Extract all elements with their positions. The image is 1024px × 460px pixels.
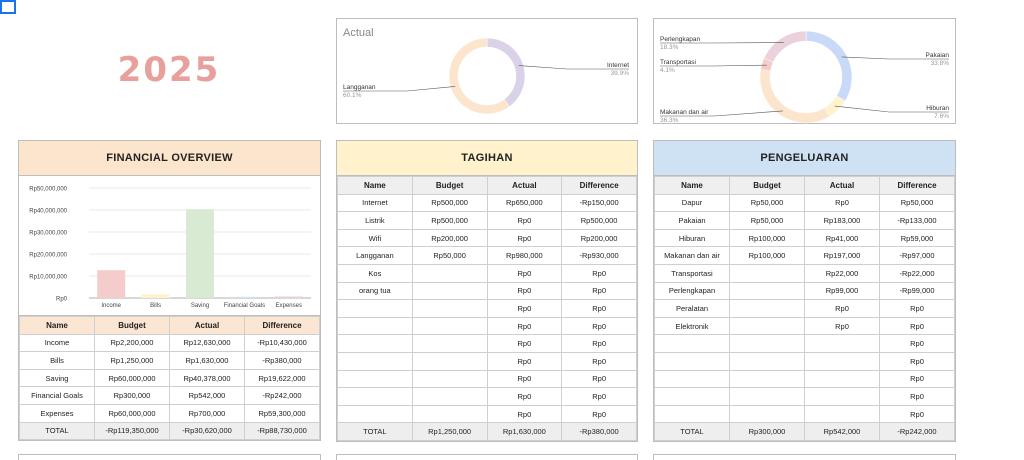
table-row <box>655 370 955 388</box>
table-cell[interactable]: Internet <box>338 194 413 212</box>
table-cell[interactable]: Financial Goals <box>20 387 95 405</box>
table-row <box>338 229 637 247</box>
financial-table <box>19 316 320 440</box>
table-cell[interactable]: Rp650,000 <box>487 194 562 212</box>
next-panel-edge <box>336 454 638 460</box>
table-cell[interactable] <box>730 335 805 353</box>
table-cell[interactable] <box>730 264 805 282</box>
table-cell[interactable]: Rp41,000 <box>805 229 880 247</box>
table-cell[interactable]: Rp0 <box>880 317 955 335</box>
pengeluaran-column-header[interactable]: Name <box>655 177 730 195</box>
table-cell[interactable] <box>655 352 730 370</box>
table-row <box>338 370 637 388</box>
table-row <box>20 334 320 352</box>
donut-slice-internet <box>487 38 525 107</box>
bar-saving <box>186 209 214 298</box>
table-row <box>338 247 637 265</box>
table-cell[interactable] <box>412 317 487 335</box>
table-cell[interactable]: Rp500,000 <box>562 212 637 230</box>
table-cell[interactable]: Rp0 <box>805 300 880 318</box>
total-cell[interactable]: Rp300,000 <box>730 423 805 441</box>
table-cell[interactable]: -Rp22,000 <box>880 264 955 282</box>
table-row <box>338 335 637 353</box>
table-cell[interactable]: -Rp930,000 <box>562 247 637 265</box>
table-cell[interactable]: -Rp10,430,000 <box>245 334 320 352</box>
table-row <box>338 264 637 282</box>
table-cell[interactable]: Rp0 <box>562 388 637 406</box>
pengeluaran-donut-chart[interactable] <box>653 18 956 124</box>
table-cell[interactable] <box>730 388 805 406</box>
table-row <box>338 352 637 370</box>
table-row <box>338 388 637 406</box>
table-cell[interactable] <box>338 405 413 423</box>
slice-label: Internet <box>606 62 629 69</box>
table-cell[interactable]: Rp700,000 <box>170 404 245 422</box>
table-cell[interactable]: Rp1,250,000 <box>95 352 170 370</box>
total-cell[interactable]: TOTAL <box>338 423 413 441</box>
donut-slice-perlengkapan <box>764 31 806 62</box>
table-row <box>655 317 955 335</box>
table-cell[interactable] <box>655 405 730 423</box>
bar-expenses <box>275 296 303 298</box>
table-row <box>655 352 955 370</box>
table-cell[interactable] <box>730 282 805 300</box>
active-cell[interactable] <box>0 0 16 14</box>
bar-financial-goals <box>230 297 258 298</box>
table-cell[interactable]: Rp100,000 <box>730 247 805 265</box>
tagihan-column-header[interactable]: Difference <box>562 177 637 195</box>
slice-percent: 60.1% <box>343 92 362 99</box>
table-cell[interactable]: -Rp97,000 <box>880 247 955 265</box>
table-cell[interactable]: Rp59,300,000 <box>245 404 320 422</box>
next-panel-edge <box>18 454 321 460</box>
tagihan-header: TAGIHAN <box>337 141 637 176</box>
table-cell[interactable]: Elektronik <box>655 317 730 335</box>
table-cell[interactable]: Rp0 <box>805 317 880 335</box>
table-cell[interactable]: Rp300,000 <box>95 387 170 405</box>
table-row <box>655 194 955 212</box>
table-cell[interactable]: -Rp99,000 <box>880 282 955 300</box>
table-cell[interactable]: Langganan <box>338 247 413 265</box>
y-tick-label: Rp50,000,000 <box>29 186 67 193</box>
table-row <box>338 405 637 423</box>
table-cell[interactable]: Rp542,000 <box>170 387 245 405</box>
total-cell[interactable]: TOTAL <box>20 422 95 440</box>
table-cell[interactable]: Listrik <box>338 212 413 230</box>
table-row <box>338 212 637 230</box>
bar-chart-svg <box>19 176 320 316</box>
y-tick-label: Rp30,000,000 <box>29 230 67 237</box>
bar-income <box>97 270 125 298</box>
pengeluaran-column-header[interactable]: Budget <box>730 177 805 195</box>
y-tick-label: Rp0 <box>55 296 67 303</box>
table-cell[interactable]: Rp500,000 <box>412 212 487 230</box>
table-cell[interactable]: Income <box>20 334 95 352</box>
table-cell[interactable]: Rp0 <box>562 405 637 423</box>
table-row <box>20 387 320 405</box>
table-cell[interactable]: Rp0 <box>880 388 955 406</box>
table-cell[interactable]: Rp0 <box>805 194 880 212</box>
table-cell[interactable]: Rp0 <box>562 264 637 282</box>
table-cell[interactable]: Rp0 <box>562 282 637 300</box>
table-cell[interactable]: -Rp242,000 <box>245 387 320 405</box>
pengeluaran-column-header[interactable]: Difference <box>880 177 955 195</box>
table-cell[interactable]: orang tua <box>338 282 413 300</box>
table-row <box>338 300 637 318</box>
table-cell[interactable]: Saving <box>20 369 95 387</box>
total-cell[interactable]: -Rp30,620,000 <box>170 422 245 440</box>
slice-percent: 39.9% <box>610 70 629 77</box>
financial-column-header[interactable]: Name <box>20 317 95 335</box>
tagihan-column-header[interactable]: Name <box>338 177 413 195</box>
table-cell[interactable]: Kos <box>338 264 413 282</box>
table-cell[interactable] <box>805 370 880 388</box>
table-cell[interactable]: Rp0 <box>880 370 955 388</box>
table-cell[interactable] <box>655 388 730 406</box>
table-cell[interactable]: Rp0 <box>487 264 562 282</box>
table-cell[interactable]: Rp0 <box>562 335 637 353</box>
x-tick-label: Bills <box>150 303 162 309</box>
pengeluaran-column-header[interactable]: Actual <box>805 177 880 195</box>
table-cell[interactable]: Rp100,000 <box>730 229 805 247</box>
financial-overview-panel <box>18 140 321 441</box>
table-row <box>655 300 955 318</box>
pengeluaran-header: PENGELUARAN <box>654 141 955 176</box>
table-cell[interactable] <box>730 405 805 423</box>
table-cell[interactable]: Rp0 <box>487 370 562 388</box>
table-row <box>655 229 955 247</box>
table-cell[interactable]: Peralatan <box>655 300 730 318</box>
donut-slice-pakaian <box>806 31 852 101</box>
tagihan-total-row <box>338 423 637 441</box>
table-cell[interactable]: Rp0 <box>880 335 955 353</box>
table-cell[interactable] <box>730 317 805 335</box>
x-tick-label: Saving <box>190 303 210 309</box>
table-cell[interactable] <box>805 335 880 353</box>
table-cell[interactable] <box>412 300 487 318</box>
table-cell[interactable]: Rp0 <box>880 405 955 423</box>
table-cell[interactable] <box>655 335 730 353</box>
total-cell[interactable]: Rp1,250,000 <box>412 423 487 441</box>
x-tick-label: Expenses <box>275 303 302 309</box>
slice-label: Pakaian <box>925 52 949 59</box>
tagihan-table <box>337 176 637 441</box>
table-cell[interactable]: Rp500,000 <box>412 194 487 212</box>
table-cell[interactable] <box>412 264 487 282</box>
x-tick-label: Financial Goals <box>223 303 266 309</box>
financial-column-header[interactable]: Budget <box>95 317 170 335</box>
table-row <box>655 247 955 265</box>
table-cell[interactable]: Rp0 <box>562 317 637 335</box>
table-cell[interactable] <box>338 388 413 406</box>
total-cell[interactable]: -Rp380,000 <box>562 423 637 441</box>
table-cell[interactable]: Dapur <box>655 194 730 212</box>
slice-percent: 33.8% <box>930 60 949 67</box>
slice-percent: 7.6% <box>934 113 949 120</box>
table-row <box>655 264 955 282</box>
financial-header-row <box>20 317 320 335</box>
slice-label: Makanan dan air <box>660 109 709 116</box>
table-row <box>20 404 320 422</box>
table-cell[interactable]: Rp0 <box>562 300 637 318</box>
slice-label: Transportasi <box>660 59 696 66</box>
financial-total-row <box>20 422 320 440</box>
table-cell[interactable]: -Rp133,000 <box>880 212 955 230</box>
donut-title: Actual <box>343 27 374 39</box>
pengeluaran-header-row <box>655 177 955 195</box>
table-cell[interactable]: Bills <box>20 352 95 370</box>
table-cell[interactable]: Rp0 <box>487 300 562 318</box>
table-cell[interactable]: Perlengkapan <box>655 282 730 300</box>
year-title: 2025 <box>117 50 221 90</box>
table-cell[interactable] <box>412 282 487 300</box>
table-cell[interactable]: Rp183,000 <box>805 212 880 230</box>
table-row <box>20 369 320 387</box>
slice-label: Hiburan <box>926 105 949 112</box>
financial-bar-chart[interactable] <box>19 176 320 316</box>
table-row <box>20 352 320 370</box>
table-cell[interactable]: Rp40,378,000 <box>170 369 245 387</box>
tagihan-column-header[interactable]: Actual <box>487 177 562 195</box>
slice-percent: 36.3% <box>660 117 679 124</box>
next-panel-edge <box>653 454 956 460</box>
table-cell[interactable] <box>730 300 805 318</box>
table-cell[interactable]: Rp22,000 <box>805 264 880 282</box>
table-cell[interactable]: Rp0 <box>487 352 562 370</box>
table-cell[interactable] <box>338 317 413 335</box>
table-cell[interactable] <box>730 352 805 370</box>
table-cell[interactable] <box>338 300 413 318</box>
total-cell[interactable]: -Rp88,730,000 <box>245 422 320 440</box>
donut-slice-makanan-dan-air <box>760 69 830 123</box>
slice-label: Perlengkapan <box>660 36 701 43</box>
table-row <box>655 388 955 406</box>
table-row <box>655 212 955 230</box>
table-cell[interactable]: Rp19,622,000 <box>245 369 320 387</box>
table-row <box>338 317 637 335</box>
table-cell[interactable]: Rp0 <box>487 335 562 353</box>
table-cell[interactable]: Rp99,000 <box>805 282 880 300</box>
pengeluaran-table <box>654 176 955 441</box>
tagihan-header-row <box>338 177 637 195</box>
tagihan-donut-svg <box>337 19 639 125</box>
table-cell[interactable] <box>412 388 487 406</box>
x-tick-label: Income <box>101 303 122 309</box>
table-cell[interactable]: Rp200,000 <box>562 229 637 247</box>
table-cell[interactable]: Rp0 <box>487 282 562 300</box>
slice-label: Langganan <box>343 84 376 91</box>
pengeluaran-donut-svg <box>654 19 957 125</box>
tagihan-column-header[interactable]: Budget <box>412 177 487 195</box>
table-cell[interactable]: Rp0 <box>487 212 562 230</box>
table-cell[interactable]: Rp12,630,000 <box>170 334 245 352</box>
table-cell[interactable]: Rp59,000 <box>880 229 955 247</box>
y-tick-label: Rp10,000,000 <box>29 274 67 281</box>
table-cell[interactable]: Rp0 <box>487 405 562 423</box>
table-cell[interactable] <box>412 405 487 423</box>
table-cell[interactable]: Rp2,200,000 <box>95 334 170 352</box>
table-cell[interactable]: Rp50,000 <box>730 194 805 212</box>
table-cell[interactable]: Rp980,000 <box>487 247 562 265</box>
table-cell[interactable] <box>412 370 487 388</box>
table-cell[interactable] <box>730 370 805 388</box>
table-cell[interactable]: Rp60,000,000 <box>95 404 170 422</box>
table-cell[interactable] <box>805 388 880 406</box>
table-cell[interactable]: Rp0 <box>487 229 562 247</box>
table-cell[interactable]: Rp0 <box>562 352 637 370</box>
table-cell[interactable] <box>655 370 730 388</box>
table-cell[interactable]: Rp0 <box>562 370 637 388</box>
table-cell[interactable]: -Rp380,000 <box>245 352 320 370</box>
tagihan-donut-chart[interactable] <box>336 18 638 124</box>
table-cell[interactable]: Rp1,630,000 <box>170 352 245 370</box>
table-cell[interactable] <box>805 405 880 423</box>
table-cell[interactable]: -Rp150,000 <box>562 194 637 212</box>
pengeluaran-total-row <box>655 423 955 441</box>
table-cell[interactable]: Rp197,000 <box>805 247 880 265</box>
table-cell[interactable]: Rp0 <box>487 388 562 406</box>
total-cell[interactable]: TOTAL <box>655 423 730 441</box>
table-cell[interactable] <box>805 352 880 370</box>
table-cell[interactable]: Rp0 <box>487 317 562 335</box>
total-cell[interactable]: Rp1,630,000 <box>487 423 562 441</box>
table-cell[interactable]: Transportasi <box>655 264 730 282</box>
table-cell[interactable]: Rp50,000 <box>412 247 487 265</box>
table-row <box>655 282 955 300</box>
financial-overview-header: FINANCIAL OVERVIEW <box>19 141 320 176</box>
bar-bills <box>142 294 170 298</box>
table-row <box>655 335 955 353</box>
table-cell[interactable]: Rp0 <box>880 300 955 318</box>
total-cell[interactable]: -Rp119,350,000 <box>95 422 170 440</box>
y-tick-label: Rp40,000,000 <box>29 208 67 215</box>
financial-column-header[interactable]: Actual <box>170 317 245 335</box>
table-cell[interactable]: Rp200,000 <box>412 229 487 247</box>
table-cell[interactable]: Pakaian <box>655 212 730 230</box>
pengeluaran-panel <box>653 140 956 442</box>
table-row <box>338 194 637 212</box>
table-row <box>655 405 955 423</box>
table-cell[interactable]: Rp0 <box>880 352 955 370</box>
table-cell[interactable]: Makanan dan air <box>655 247 730 265</box>
table-cell[interactable]: Hiburan <box>655 229 730 247</box>
financial-column-header[interactable]: Difference <box>245 317 320 335</box>
table-cell[interactable] <box>338 335 413 353</box>
table-cell[interactable] <box>412 335 487 353</box>
table-cell[interactable]: Rp50,000 <box>730 212 805 230</box>
total-cell[interactable]: -Rp242,000 <box>880 423 955 441</box>
table-cell[interactable]: Expenses <box>20 404 95 422</box>
table-cell[interactable] <box>338 352 413 370</box>
table-cell[interactable]: Wifi <box>338 229 413 247</box>
slice-percent: 18.3% <box>660 44 679 51</box>
tagihan-panel <box>336 140 638 442</box>
slice-percent: 4.1% <box>660 67 675 74</box>
table-cell[interactable]: Rp60,000,000 <box>95 369 170 387</box>
table-row <box>338 282 637 300</box>
y-tick-label: Rp20,000,000 <box>29 252 67 259</box>
table-cell[interactable] <box>412 352 487 370</box>
table-cell[interactable]: Rp50,000 <box>880 194 955 212</box>
total-cell[interactable]: Rp542,000 <box>805 423 880 441</box>
table-cell[interactable] <box>338 370 413 388</box>
